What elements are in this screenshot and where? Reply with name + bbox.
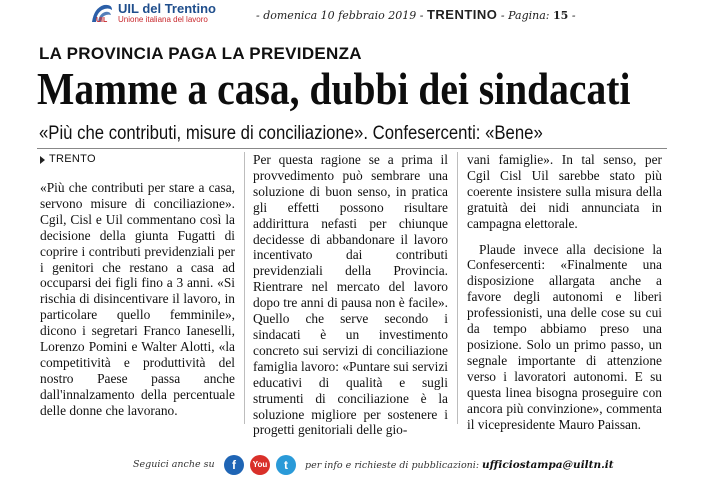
dateline-marker-icon xyxy=(40,156,45,164)
publication-date: - domenica 10 febbraio 2019 - xyxy=(256,9,424,22)
newspaper-name: TRENTINO xyxy=(426,7,498,22)
uil-logo-icon xyxy=(90,2,114,24)
page-number: 15 xyxy=(553,9,569,22)
article-paragraph: vani famiglie». In tal senso, per Cgil Cisl Uil sarebbe stato più coerente insistere sulla misura della gratuità dei nidi annunciata in campagna elettorale. xyxy=(467,152,662,231)
column-divider xyxy=(457,152,458,424)
article-headline: Mamme a casa, dubbi dei sindacati xyxy=(37,63,631,114)
org-subtitle: Unione italiana del lavoro xyxy=(118,15,208,24)
page-label: - Pagina: xyxy=(500,9,550,22)
twitter-icon[interactable]: t xyxy=(276,455,296,475)
dateline-text: TRENTO xyxy=(49,153,96,166)
publication-line xyxy=(256,7,576,22)
contact-label: per info e richieste di pubblicazioni: xyxy=(305,460,480,471)
column-divider xyxy=(244,152,245,424)
follow-label: Seguici anche su xyxy=(133,459,215,470)
youtube-icon[interactable]: You xyxy=(250,455,270,475)
facebook-icon[interactable]: f xyxy=(224,455,244,475)
article-subhead: «Più che contributi, misure di conciliazione». Confesercenti: «Bene» xyxy=(39,123,543,144)
article-column-2 xyxy=(253,152,448,438)
divider xyxy=(37,148,667,149)
article-column-3 xyxy=(467,152,662,432)
page-header xyxy=(0,0,701,28)
article-paragraph: Plaude invece alla decisione la Confesercenti: «Finalmente una disposizione allargata anche a favore degli autonomi e liberi professionisti, una delle cose su cui da tempo abbiamo preso una posizione. Solo un primo passo, un segnale importante di attenzione verso i lavoratori autonomi. E su questa linea bisogna proseguire con ancora più convinzione», commenta il vicepresidente Mauro Paissan. xyxy=(467,241,662,432)
contact-email-link[interactable]: ufficiostampa@uiltn.it xyxy=(482,459,614,471)
article-paragraph: Per questa ragione se a prima il provvedimento può sembrare una soluzione di buon senso, in pratica gli effetti possono risultare addirittura nefasti per chiunque decidesse di abbandonare il lavoro incentivato dai contributi previdenziali della Provincia. Rientrare nel mercato del lavoro dopo tre anni di pausa non è facile». Quello che serve secondo i sindacati è un investimento concreto sui servizi di conciliazione famiglia lavoro: «Puntare sui servizi educativi di qualità e sugli strumenti di conciliazione è la soluzione migliore per sostenere i progetti genitoriali delle gio- xyxy=(253,152,448,438)
svg-text:UIL: UIL xyxy=(96,17,108,24)
contact-line xyxy=(305,459,614,471)
article-kicker: LA PROVINCIA PAGA LA PREVIDENZA xyxy=(39,44,362,63)
dateline xyxy=(40,152,235,168)
org-name: UIL del Trentino xyxy=(118,1,216,16)
page-footer xyxy=(0,447,701,477)
article-paragraph: «Più che contributi per stare a casa, servono misure di conciliazione». Cgil, Cisl e Uil commentano così la decisione della giunta Fugatti di coprire i contributi previdenziali per i genitori che restano a casa ad occuparsi dei figli fino a 3 anni. «Si rischia di disincentivare il lavoro, in particolare quello femminile», dicono i segretari Franco Ianeselli, Lorenzo Pomini e Walter Alotti, «la competitività e produttività del nostro Paese passa anche dall'innalzamento della percentuale delle donne che lavorano. xyxy=(40,180,235,418)
article-column-1 xyxy=(40,152,235,419)
page-suffix: - xyxy=(571,9,576,22)
